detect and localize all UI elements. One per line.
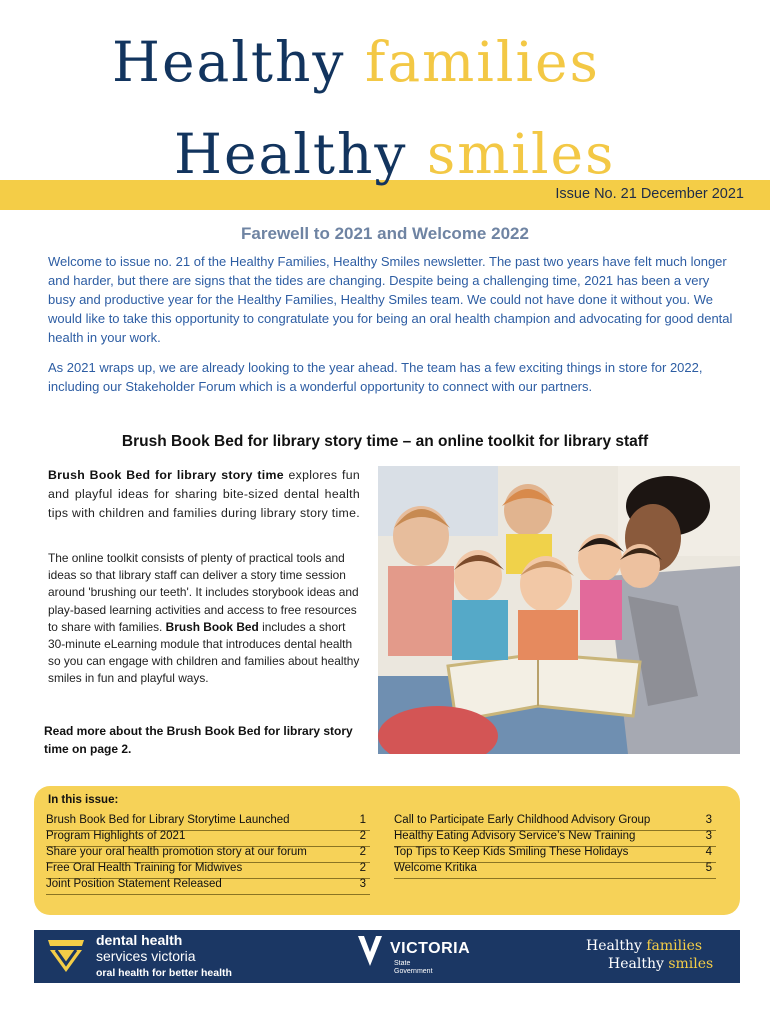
brush-p2-start: The online toolkit consists of plenty of practical tools and ideas so that library staff can deliver a story time session around 'brushing our teeth'. It includes storybook ideas and play-based learning activities and access to free resources to share with families. (48, 551, 359, 634)
toc-item-page: 5 (705, 862, 712, 874)
masthead-healthy-1: Healthy (112, 30, 346, 94)
toc-item[interactable] (394, 814, 716, 831)
toc-item[interactable] (46, 814, 370, 831)
toc-item-page: 3 (705, 830, 712, 842)
victoria-state: State (394, 960, 411, 967)
toc-item[interactable] (46, 862, 370, 879)
farewell-heading: Farewell to 2021 and Welcome 2022 (241, 224, 529, 243)
dhsv-name-line-1: dental health (96, 932, 183, 948)
toc-item-page: 2 (359, 862, 366, 874)
in-this-issue-title: In this issue: (48, 794, 119, 806)
dhsv-name-line-2: services victoria (96, 948, 196, 964)
hfhs-logo-smiles: smiles (668, 956, 714, 972)
brush-p2-bold: Brush Book Bed (165, 619, 259, 634)
brush-read-more: Read more about the Brush Book Bed for library story time on page 2. (44, 724, 353, 756)
brush-p2-end: includes a short 30-minute eLearning module that introduces dental health so you can engage with children and families about healthy smiles in fun and playful ways. (48, 619, 360, 686)
toc-item[interactable] (46, 846, 370, 863)
footer-bar (34, 930, 740, 983)
toc-item-label: Program Highlights of 2021 (46, 830, 186, 842)
hfhs-logo-healthy-1: Healthy (586, 938, 642, 954)
toc-item-label: Free Oral Health Training for Midwives (46, 862, 243, 874)
toc-item[interactable] (46, 878, 370, 895)
masthead-line-2 (174, 124, 615, 184)
masthead-families: families (364, 30, 600, 94)
toc-item-label: Welcome Kritika (394, 862, 477, 874)
toc-item-label: Share your oral health promotion story at our forum (46, 846, 307, 858)
masthead-line-1 (112, 32, 600, 92)
brush-p1-bold: Brush Book Bed for library story time (48, 468, 284, 482)
storytime-photo (378, 466, 740, 754)
victoria-government: Government (394, 968, 433, 975)
hfhs-logo-families: families (646, 938, 703, 954)
toc-item-label: Call to Participate Early Childhood Advisory Group (394, 814, 651, 826)
brush-paragraph-2 (48, 550, 360, 688)
toc-item[interactable] (46, 830, 370, 847)
toc-item-page: 3 (359, 878, 366, 890)
masthead-smiles: smiles (426, 122, 616, 186)
toc-item-page: 2 (359, 846, 366, 858)
victoria-name: VICTORIA (390, 940, 471, 957)
toc-item-label: Healthy Eating Advisory Service’s New Training (394, 830, 636, 842)
toc-item-label: Brush Book Bed for Library Storytime Launched (46, 814, 290, 826)
dhsv-tagline: oral health for better health (96, 967, 232, 979)
toc-item-label: Joint Position Statement Released (46, 878, 222, 890)
issue-number: Issue No. 21 December 2021 (555, 186, 744, 202)
storytime-illustration (378, 466, 740, 754)
farewell-paragraph-1: Welcome to issue no. 21 of the Healthy Families, Healthy Smiles newsletter. The past two years have felt much longer and harder, but there are signs that the tides are changing. Despite being a challenging time, 2021 has been a very busy and productive year for the Healthy Families, Healthy Smiles team. We could not have done it without you. We would like to take this opportunity to congratulate you for being an oral health champion and advocating for good dental health in your work. (48, 254, 733, 345)
hfhs-logo-line-2 (608, 956, 713, 972)
masthead-healthy-2: Healthy (174, 122, 408, 186)
toc-item-label: Top Tips to Keep Kids Smiling These Holidays (394, 846, 629, 858)
toc-item-page: 4 (705, 846, 712, 858)
hfhs-logo-line-1 (586, 938, 702, 954)
victoria-logo-icon (356, 934, 384, 968)
toc-item[interactable] (394, 862, 716, 879)
toc-item[interactable] (394, 846, 716, 863)
toc-item-page: 2 (359, 830, 366, 842)
hfhs-logo-healthy-2: Healthy (608, 956, 664, 972)
brush-paragraph-1 (48, 466, 360, 523)
dhsv-logo-icon (46, 934, 86, 974)
farewell-paragraph-2: As 2021 wraps up, we are already looking to the year ahead. The team has a few exciting things in store for 2022, including our Stakeholder Forum which is a wonderful opportunity to connect with our partners. (48, 360, 703, 394)
brush-p1-rest: explores fun and playful ideas for sharing bite-sized dental health tips with children and families during library story time. (48, 468, 360, 520)
brush-heading: Brush Book Bed for library story time – an online toolkit for library staff (121, 433, 649, 450)
toc-item-page: 3 (705, 814, 712, 826)
toc-item[interactable] (394, 830, 716, 847)
toc-item-page: 1 (359, 814, 366, 826)
